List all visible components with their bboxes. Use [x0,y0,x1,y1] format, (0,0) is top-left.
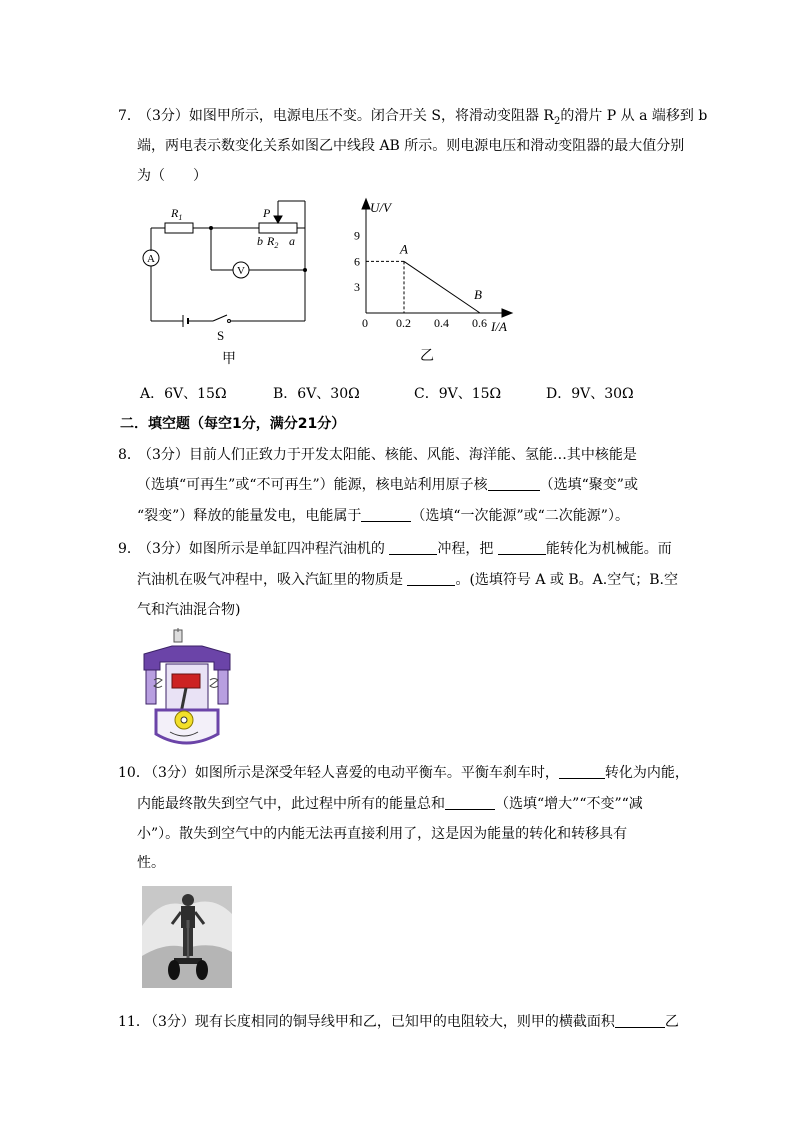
q8-line3 [137,506,629,526]
q8-line3b: （选填“一次能源”或“二次能源”）。 [411,508,629,524]
voltmeter-label: V [237,265,245,277]
q7-number: 7． [118,108,141,124]
circuit-caption: 甲 [222,352,236,367]
r1-resistor [165,223,193,233]
q9-line2b: 。(选填符号 A 或 B。A.空气；B.空 [455,572,678,588]
q8-line2b: （选填“聚变”或 [539,477,638,493]
point-b-label: B [474,287,482,302]
q7-option-b[interactable]: B．6V、30Ω [273,386,360,402]
q8-line3a: “裂变”）释放的能量发电，电能属于 [137,508,362,524]
q11-line1b: 乙 [664,1014,679,1030]
q7-line1-sub: 2 [553,115,561,127]
a-label: a [289,234,295,248]
ammeter-label: A [147,253,155,265]
y-tick-label: 3 [354,280,360,295]
engine-figure [140,628,235,750]
q7-line1-end: 的滑片 P 从 a 端移到 b [560,108,708,124]
q10-line2 [137,794,643,814]
q8-line1: （3分）目前人们正致力于开发太阳能、核能、风能、海洋能、氢能…其中核能是 [138,447,637,463]
q9-line2 [137,570,678,590]
q7-line1 [138,106,707,132]
q10-line4: 性。 [137,855,165,871]
q9-line3: 气和汽油混合物) [137,602,241,618]
r2-resistor [259,223,297,233]
q7-option-d[interactable]: D．9V、30Ω [546,386,634,402]
circuit-diagram [135,195,320,375]
q10-line1b: 转化为内能， [604,765,689,781]
x-tick-label: 0.4 [434,316,449,330]
q10-line2a: 内能最终散失到空气中，此过程中所有的能量总和 [137,796,445,812]
q11-line1a: （3分）现有长度相同的铜导线甲和乙，已知甲的电阻较大，则甲的横截面积 [144,1014,615,1030]
q8-line2a: （选填“可再生”或“不可再生”）能源，核电站利用原子核 [137,477,488,493]
y-tick-label: 6 [354,254,360,269]
q10-number: 10． [118,765,150,781]
q10-blank-1[interactable] [559,764,605,779]
x-tick-label: 0.2 [396,316,411,330]
q9-line2a: 汽油机在吸气冲程中，吸入汽缸里的物质是 [137,572,403,588]
q7-line3: 为（ ） [137,168,207,184]
segment-ab [404,261,480,313]
q7-option-a[interactable]: A．6V、15Ω [140,386,227,402]
q10-blank-2[interactable] [445,795,495,810]
q9-blank-1[interactable] [389,540,437,555]
q9-line1b: 冲程，把 [437,541,494,557]
scooter-photo [142,886,232,988]
q7-line2: 端，两电表示数变化关系如图乙中线段 AB 所示。则电源电压和滑动变阻器的最大值分别 [137,138,685,154]
q9-line1c: 能转化为机械能。而 [545,541,672,557]
q9-number: 9． [118,541,141,557]
q11-line1 [144,1012,679,1032]
q7-option-c[interactable]: C．9V、15Ω [414,386,502,402]
b-label: b [257,234,263,248]
q8-blank-3[interactable] [361,507,411,522]
graph-caption: 乙 [420,349,434,364]
q10-line2b: （选填“增大”“不变”“减 [495,796,643,812]
q8-line2 [137,475,638,495]
q10-line1a: （3分）如图所示是深受年轻人喜爱的电动平衡车。平衡车刹车时， [144,765,559,781]
graph-xlabel: I/A [491,319,507,334]
ui-graph [350,195,520,370]
q8-blank-2[interactable] [488,476,540,491]
graph-ylabel: U/V [370,200,391,215]
q11-number: 11． [118,1014,150,1030]
graph-origin: 0 [362,316,368,330]
q9-blank-2[interactable] [498,540,546,555]
q9-blank-3[interactable] [407,571,455,586]
x-tick-label: 0.6 [472,316,487,330]
p-label: P [263,206,271,220]
y-tick-label: 9 [354,228,360,243]
q10-line1 [144,763,689,783]
r2-label: $R_2$ [267,234,279,250]
q8-number: 8． [118,447,141,463]
q7-line1-text: （3分）如图甲所示，电源电压不变。闭合开关 S，将滑动变阻器 R [138,108,554,124]
q10-line3: 小”）。散失到空气中的内能无法再直接利用了，这是因为能量的转化和转移具有 [137,826,628,842]
q11-blank-1[interactable] [615,1013,665,1028]
switch-label: S [217,328,225,343]
section-title: 二．填空题（每空1分，满分21分） [120,416,346,432]
q9-line1 [138,539,672,559]
r1-label: $R_1$ [171,206,183,222]
q9-line1a: （3分）如图所示是单缸四冲程汽油机的 [138,541,385,557]
point-a-label: A [400,241,408,257]
